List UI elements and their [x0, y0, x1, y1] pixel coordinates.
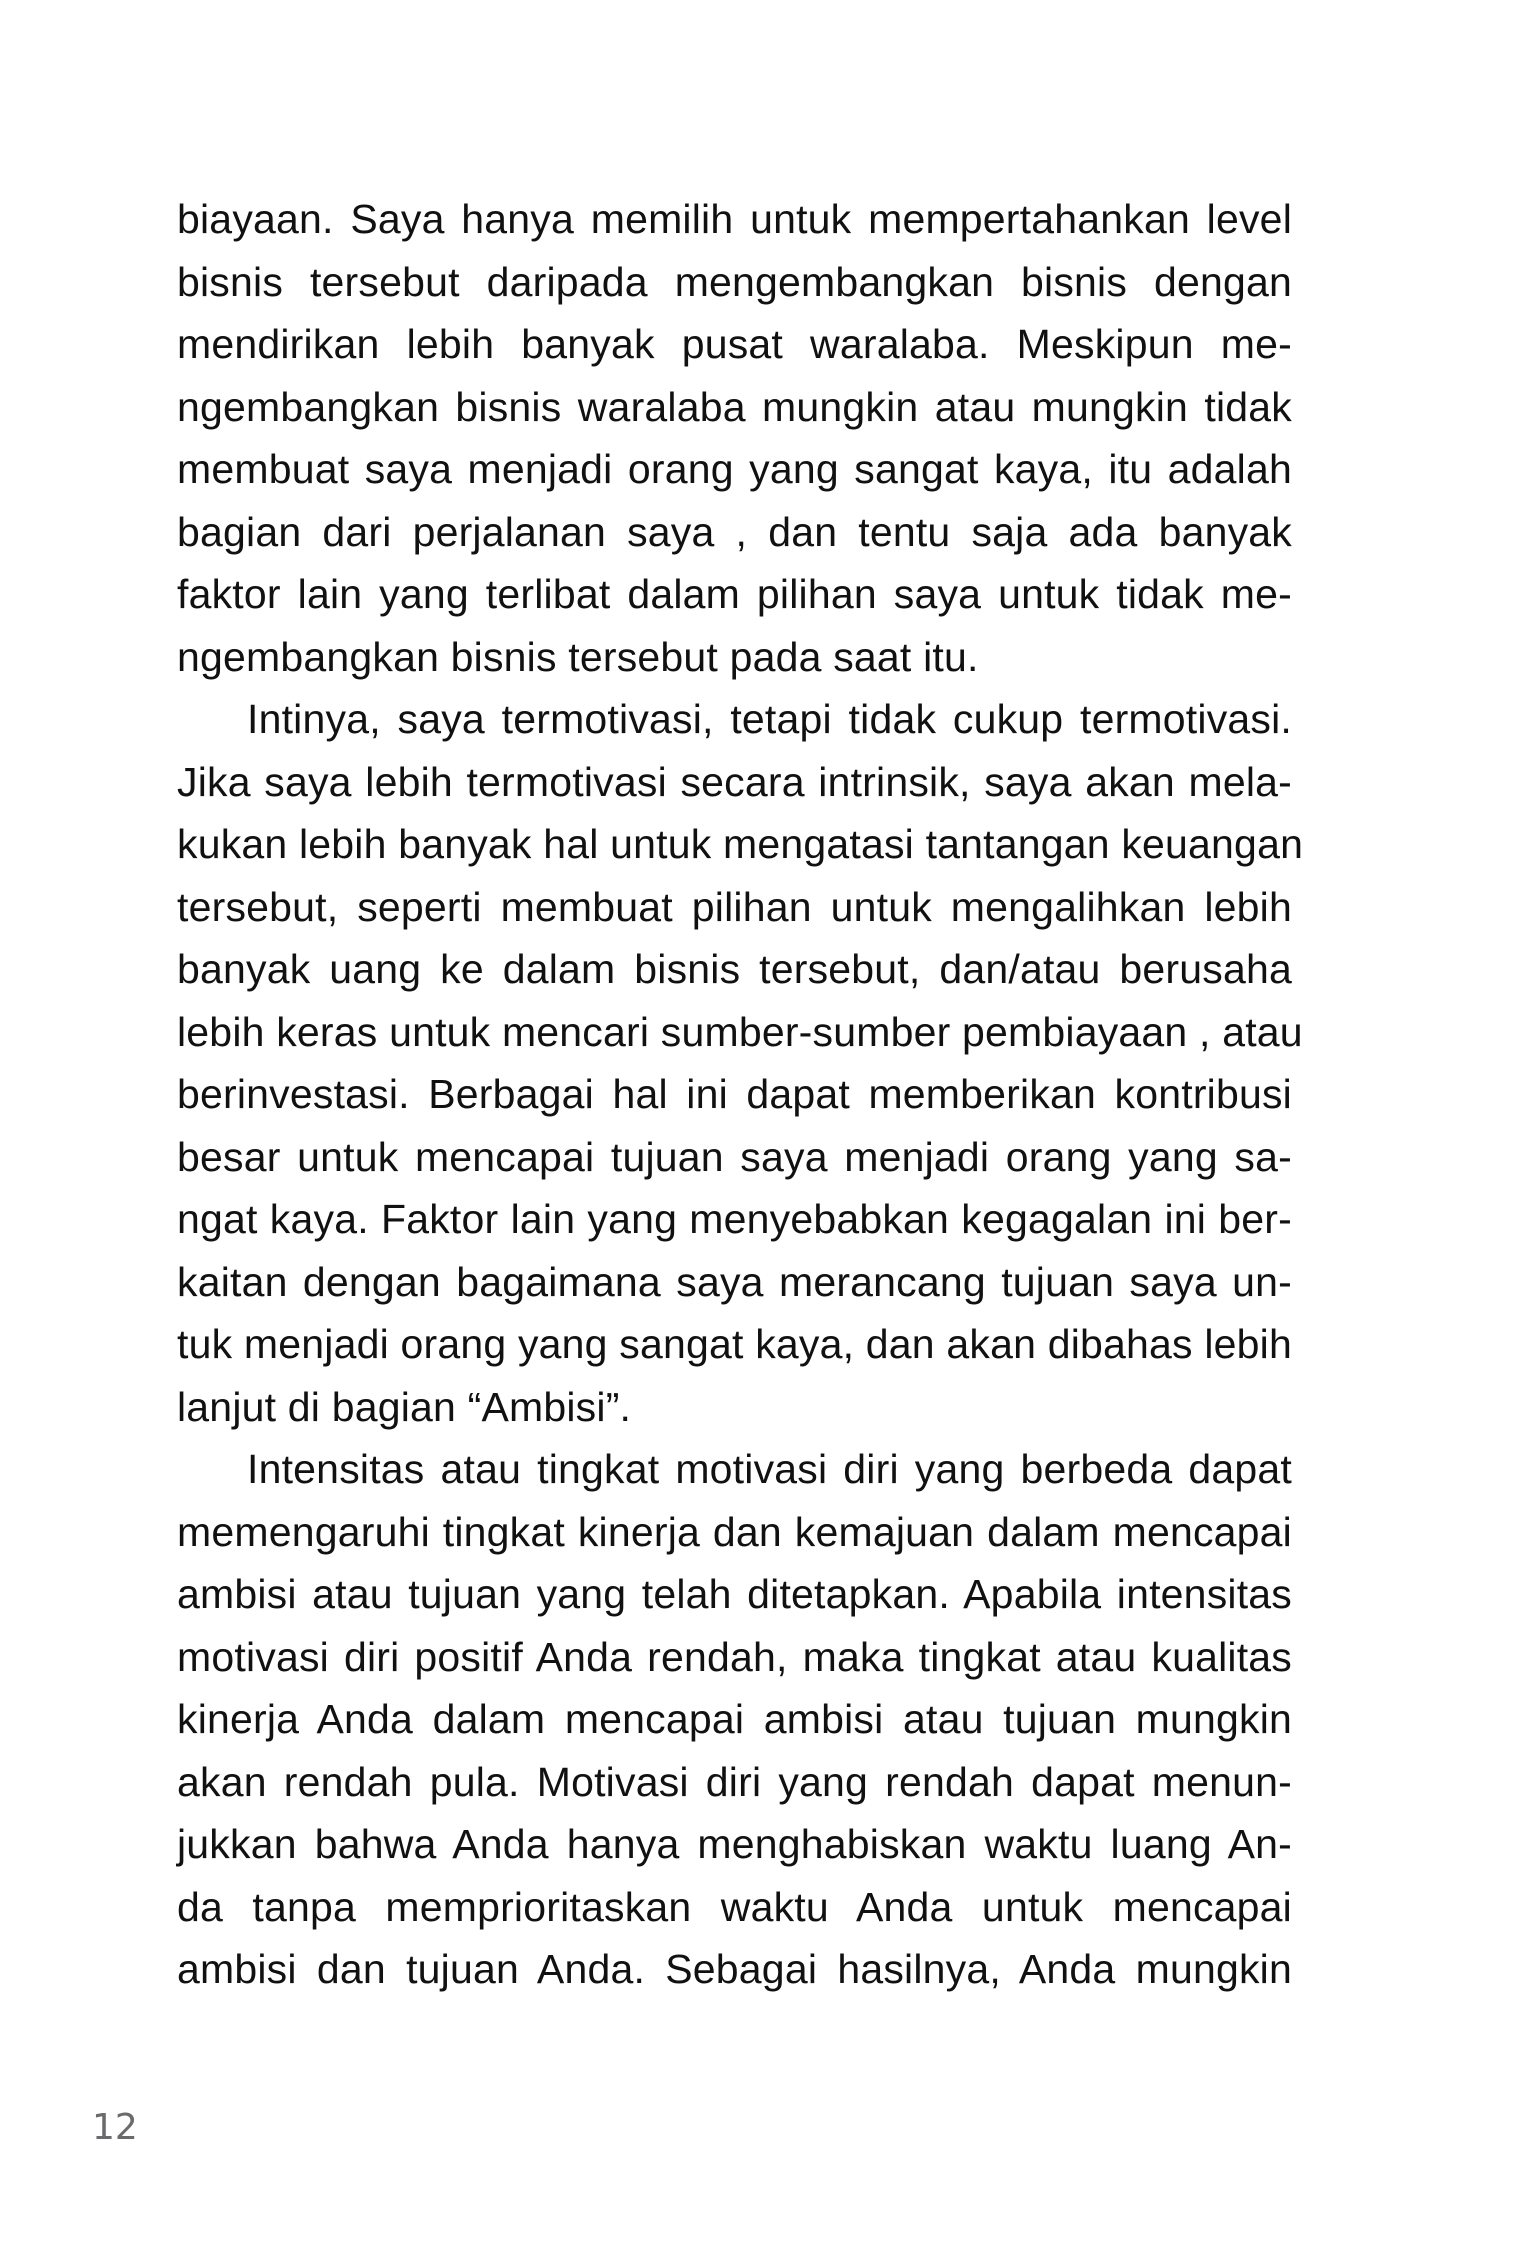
- text-line: ambisi atau tujuan yang telah ditetapkan. Apabila intensitas: [177, 1571, 1292, 1617]
- text-line: kukan lebih banyak hal untuk mengatasi tantangan keuangan: [177, 821, 1304, 867]
- text-line: kaitan dengan bagaimana saya merancang tujuan saya un-: [177, 1258, 1292, 1305]
- text-line: tuk menjadi orang yang sangat kaya, dan akan dibahas lebih: [177, 1321, 1292, 1367]
- paragraph-3: [177, 1438, 1292, 2001]
- text-line: tersebut, seperti membuat pilihan untuk mengalihkan lebih: [177, 883, 1292, 930]
- text-line: jukkan bahwa Anda hanya menghabiskan waktu luang An-: [177, 1821, 1292, 1867]
- text-line: memengaruhi tingkat kinerja dan kemajuan dalam mencapai: [177, 1508, 1292, 1555]
- text-line: faktor lain yang terlibat dalam pilihan saya untuk tidak me-: [177, 571, 1292, 617]
- text-line: lebih keras untuk mencari sumber-sumber pembiayaan , atau: [177, 1008, 1303, 1055]
- text-line: bisnis tersebut daripada mengembangkan bisnis dengan: [177, 258, 1292, 305]
- text-line: da tanpa memprioritaskan waktu Anda untuk mencapai: [177, 1883, 1292, 1930]
- page-number: 12: [92, 2107, 138, 2148]
- text-line: kinerja Anda dalam mencapai ambisi atau tujuan mungkin: [177, 1696, 1292, 1742]
- text-line: membuat saya menjadi orang yang sangat kaya, itu adalah: [177, 446, 1292, 492]
- text-line: banyak uang ke dalam bisnis tersebut, dan/atau berusaha: [177, 946, 1292, 992]
- text-line: Intensitas atau tingkat motivasi diri yang berbeda dapat: [247, 1446, 1292, 1492]
- text-line: akan rendah pula. Motivasi diri yang rendah dapat menun-: [177, 1758, 1292, 1805]
- text-line: Intinya, saya termotivasi, tetapi tidak cukup termotivasi.: [247, 696, 1292, 742]
- text-line: besar untuk mencapai tujuan saya menjadi orang yang sa-: [177, 1133, 1292, 1180]
- text-line: lanjut di bagian “Ambisi”.: [177, 1383, 632, 1430]
- text-line: ambisi dan tujuan Anda. Sebagai hasilnya, Anda mungkin: [177, 1946, 1292, 1992]
- text-line: motivasi diri positif Anda rendah, maka tingkat atau kualitas: [177, 1633, 1292, 1680]
- text-line: ngembangkan bisnis waralaba mungkin atau mungkin tidak: [177, 383, 1292, 430]
- paragraph-2: [177, 688, 1304, 1438]
- text-line: biayaan. Saya hanya memilih untuk mempertahankan level: [177, 196, 1292, 242]
- text-line: Jika saya lebih termotivasi secara intrinsik, saya akan mela-: [177, 758, 1292, 805]
- text-line: mendirikan lebih banyak pusat waralaba. Meskipun me-: [177, 321, 1292, 367]
- paragraph-1: [177, 188, 1292, 688]
- text-line: bagian dari perjalanan saya , dan tentu saja ada banyak: [177, 508, 1292, 555]
- text-line: ngembangkan bisnis tersebut pada saat itu.: [177, 633, 979, 680]
- body-text: [177, 188, 1304, 2001]
- text-line: ngat kaya. Faktor lain yang menyebabkan kegagalan ini ber-: [177, 1196, 1292, 1242]
- text-line: berinvestasi. Berbagai hal ini dapat memberikan kontribusi: [177, 1071, 1292, 1117]
